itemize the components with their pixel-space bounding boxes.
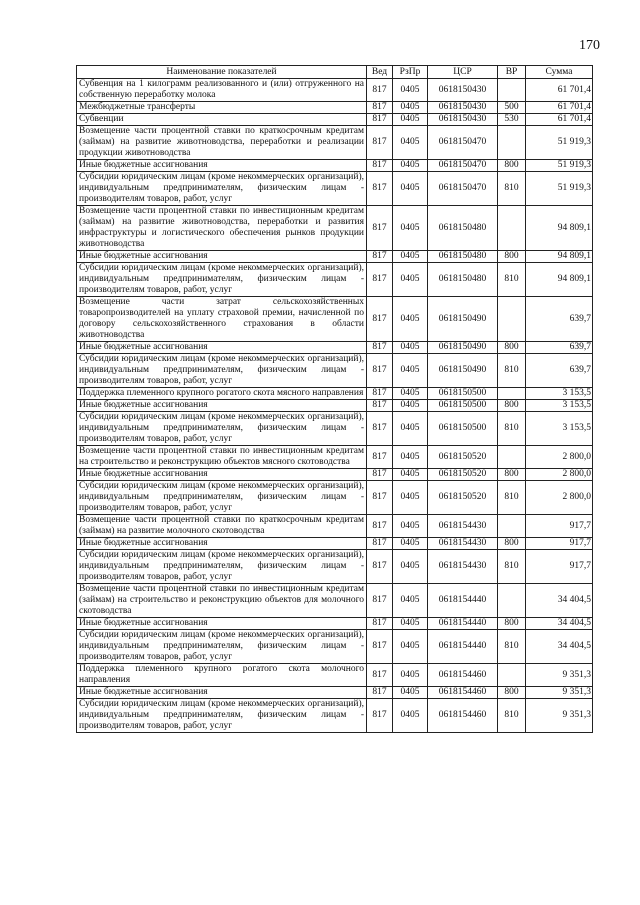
page-number: 170 bbox=[579, 38, 600, 53]
cell-vr bbox=[498, 446, 526, 469]
cell-csr: 0618154430 bbox=[428, 515, 498, 538]
cell-sum: 639,7 bbox=[526, 354, 593, 388]
cell-csr: 0618150430 bbox=[428, 102, 498, 114]
cell-rzpr: 0405 bbox=[393, 664, 428, 687]
cell-sum: 639,7 bbox=[526, 297, 593, 342]
header-vr: ВР bbox=[498, 66, 526, 79]
table-row bbox=[77, 126, 593, 160]
cell-csr: 0618150470 bbox=[428, 126, 498, 160]
table-row bbox=[77, 469, 593, 481]
cell-rzpr: 0405 bbox=[393, 400, 428, 412]
cell-vr: 800 bbox=[498, 160, 526, 172]
cell-rzpr: 0405 bbox=[393, 469, 428, 481]
table-row bbox=[77, 354, 593, 388]
cell-csr: 0618150500 bbox=[428, 412, 498, 446]
cell-vr bbox=[498, 79, 526, 102]
cell-sum: 51 919,3 bbox=[526, 172, 593, 206]
cell-rzpr: 0405 bbox=[393, 126, 428, 160]
cell-ved: 817 bbox=[367, 126, 393, 160]
cell-sum: 2 800,0 bbox=[526, 469, 593, 481]
cell-vr bbox=[498, 388, 526, 400]
header-rzpr: РзПр bbox=[393, 66, 428, 79]
cell-csr: 0618150500 bbox=[428, 388, 498, 400]
table-row bbox=[77, 699, 593, 733]
cell-ved: 817 bbox=[367, 584, 393, 618]
cell-vr: 810 bbox=[498, 550, 526, 584]
cell-sum: 51 919,3 bbox=[526, 126, 593, 160]
cell-ved: 817 bbox=[367, 79, 393, 102]
cell-sum: 94 809,1 bbox=[526, 206, 593, 251]
cell-ved: 817 bbox=[367, 412, 393, 446]
cell-sum: 917,7 bbox=[526, 550, 593, 584]
cell-name: Иные бюджетные ассигнования bbox=[77, 400, 367, 412]
cell-csr: 0618150520 bbox=[428, 446, 498, 469]
cell-name: Субсидии юридическим лицам (кроме некоммерческих организаций), индивидуальным предпринимателям, физическим лицам - производителям товаров, работ, услуг bbox=[77, 481, 367, 515]
cell-rzpr: 0405 bbox=[393, 550, 428, 584]
cell-ved: 817 bbox=[367, 538, 393, 550]
cell-name: Возмещение части процентной ставки по инвестиционным кредитам на строительство и реконструкцию объектов мясного скотоводства bbox=[77, 446, 367, 469]
cell-sum: 9 351,3 bbox=[526, 699, 593, 733]
cell-csr: 0618150480 bbox=[428, 263, 498, 297]
table-row bbox=[77, 342, 593, 354]
cell-name: Субвенции bbox=[77, 114, 367, 126]
header-ved: Вед bbox=[367, 66, 393, 79]
cell-vr: 800 bbox=[498, 342, 526, 354]
table-row bbox=[77, 102, 593, 114]
cell-name: Субсидии юридическим лицам (кроме некоммерческих организаций), индивидуальным предпринимателям, физическим лицам - производителям товаров, работ, услуг bbox=[77, 630, 367, 664]
table-row bbox=[77, 446, 593, 469]
table-row bbox=[77, 400, 593, 412]
cell-vr: 810 bbox=[498, 172, 526, 206]
cell-name: Межбюджетные трансферты bbox=[77, 102, 367, 114]
cell-vr bbox=[498, 126, 526, 160]
cell-rzpr: 0405 bbox=[393, 354, 428, 388]
cell-csr: 0618154460 bbox=[428, 699, 498, 733]
cell-sum: 639,7 bbox=[526, 342, 593, 354]
cell-name: Субсидии юридическим лицам (кроме некоммерческих организаций), индивидуальным предпринимателям, физическим лицам - производителям товаров, работ, услуг bbox=[77, 263, 367, 297]
cell-rzpr: 0405 bbox=[393, 263, 428, 297]
cell-sum: 2 800,0 bbox=[526, 481, 593, 515]
table-row bbox=[77, 79, 593, 102]
table-row bbox=[77, 412, 593, 446]
cell-csr: 0618150470 bbox=[428, 172, 498, 206]
cell-ved: 817 bbox=[367, 388, 393, 400]
table-row bbox=[77, 114, 593, 126]
header-sum: Сумма bbox=[526, 66, 593, 79]
table-row bbox=[77, 584, 593, 618]
table-row bbox=[77, 251, 593, 263]
table-row bbox=[77, 687, 593, 699]
cell-name: Возмещение части процентной ставки по краткосрочным кредитам (займам) на развитие молочного скотоводства bbox=[77, 515, 367, 538]
cell-sum: 3 153,5 bbox=[526, 412, 593, 446]
cell-rzpr: 0405 bbox=[393, 481, 428, 515]
cell-rzpr: 0405 bbox=[393, 342, 428, 354]
cell-rzpr: 0405 bbox=[393, 388, 428, 400]
cell-name: Иные бюджетные ассигнования bbox=[77, 538, 367, 550]
cell-csr: 0618154460 bbox=[428, 664, 498, 687]
cell-ved: 817 bbox=[367, 664, 393, 687]
cell-name: Возмещение части процентной ставки по инвестиционным кредитам (займам) на развитие животноводства, переработки и развития инфраструктуры и логистического обеспечения рынков продукции животноводства bbox=[77, 206, 367, 251]
table-row bbox=[77, 664, 593, 687]
cell-ved: 817 bbox=[367, 263, 393, 297]
cell-vr: 810 bbox=[498, 412, 526, 446]
cell-ved: 817 bbox=[367, 446, 393, 469]
cell-name: Субсидии юридическим лицам (кроме некоммерческих организаций), индивидуальным предпринимателям, физическим лицам - производителям товаров, работ, услуг bbox=[77, 172, 367, 206]
cell-vr: 810 bbox=[498, 699, 526, 733]
budget-table bbox=[76, 65, 593, 733]
cell-vr: 810 bbox=[498, 354, 526, 388]
cell-sum: 34 404,5 bbox=[526, 630, 593, 664]
cell-ved: 817 bbox=[367, 206, 393, 251]
cell-sum: 61 701,4 bbox=[526, 114, 593, 126]
cell-sum: 94 809,1 bbox=[526, 251, 593, 263]
cell-sum: 51 919,3 bbox=[526, 160, 593, 172]
table-row bbox=[77, 263, 593, 297]
cell-ved: 817 bbox=[367, 515, 393, 538]
table-row bbox=[77, 481, 593, 515]
cell-vr: 500 bbox=[498, 102, 526, 114]
cell-name: Иные бюджетные ассигнования bbox=[77, 469, 367, 481]
cell-ved: 817 bbox=[367, 687, 393, 699]
cell-ved: 817 bbox=[367, 354, 393, 388]
cell-csr: 0618150490 bbox=[428, 342, 498, 354]
header-csr: ЦСР bbox=[428, 66, 498, 79]
cell-sum: 61 701,4 bbox=[526, 102, 593, 114]
cell-rzpr: 0405 bbox=[393, 412, 428, 446]
cell-rzpr: 0405 bbox=[393, 630, 428, 664]
table-row bbox=[77, 206, 593, 251]
cell-name: Иные бюджетные ассигнования bbox=[77, 687, 367, 699]
cell-sum: 917,7 bbox=[526, 515, 593, 538]
cell-rzpr: 0405 bbox=[393, 618, 428, 630]
cell-rzpr: 0405 bbox=[393, 102, 428, 114]
cell-csr: 0618150480 bbox=[428, 251, 498, 263]
cell-sum: 34 404,5 bbox=[526, 584, 593, 618]
cell-rzpr: 0405 bbox=[393, 699, 428, 733]
cell-csr: 0618154440 bbox=[428, 630, 498, 664]
cell-ved: 817 bbox=[367, 297, 393, 342]
cell-ved: 817 bbox=[367, 172, 393, 206]
cell-vr: 800 bbox=[498, 687, 526, 699]
cell-vr: 800 bbox=[498, 469, 526, 481]
cell-sum: 94 809,1 bbox=[526, 263, 593, 297]
cell-rzpr: 0405 bbox=[393, 538, 428, 550]
cell-ved: 817 bbox=[367, 400, 393, 412]
cell-ved: 817 bbox=[367, 251, 393, 263]
cell-ved: 817 bbox=[367, 630, 393, 664]
header-name: Наименование показателей bbox=[77, 66, 367, 79]
cell-csr: 0618150490 bbox=[428, 354, 498, 388]
cell-rzpr: 0405 bbox=[393, 515, 428, 538]
table-row bbox=[77, 538, 593, 550]
cell-ved: 817 bbox=[367, 469, 393, 481]
cell-vr bbox=[498, 515, 526, 538]
cell-sum: 2 800,0 bbox=[526, 446, 593, 469]
cell-vr bbox=[498, 664, 526, 687]
cell-ved: 817 bbox=[367, 160, 393, 172]
cell-name: Иные бюджетные ассигнования bbox=[77, 251, 367, 263]
cell-ved: 817 bbox=[367, 342, 393, 354]
cell-vr bbox=[498, 206, 526, 251]
cell-sum: 3 153,5 bbox=[526, 388, 593, 400]
table-body bbox=[77, 79, 593, 733]
table-row bbox=[77, 630, 593, 664]
cell-csr: 0618150490 bbox=[428, 297, 498, 342]
cell-sum: 9 351,3 bbox=[526, 687, 593, 699]
cell-vr: 810 bbox=[498, 630, 526, 664]
table-row bbox=[77, 172, 593, 206]
table-header bbox=[77, 66, 593, 79]
cell-rzpr: 0405 bbox=[393, 297, 428, 342]
cell-csr: 0618154460 bbox=[428, 687, 498, 699]
cell-rzpr: 0405 bbox=[393, 206, 428, 251]
cell-name: Иные бюджетные ассигнования bbox=[77, 618, 367, 630]
table-row bbox=[77, 618, 593, 630]
cell-sum: 61 701,4 bbox=[526, 79, 593, 102]
cell-sum: 3 153,5 bbox=[526, 400, 593, 412]
cell-ved: 817 bbox=[367, 550, 393, 584]
cell-vr: 800 bbox=[498, 538, 526, 550]
cell-name: Иные бюджетные ассигнования bbox=[77, 342, 367, 354]
cell-name: Возмещение части процентной ставки по инвестиционным кредитам (займам) на строительство и реконструкцию объектов для молочного скотоводства bbox=[77, 584, 367, 618]
cell-rzpr: 0405 bbox=[393, 446, 428, 469]
cell-name: Субвенция на 1 килограмм реализованного и (или) отгруженного на собственную переработку молока bbox=[77, 79, 367, 102]
cell-name: Субсидии юридическим лицам (кроме некоммерческих организаций), индивидуальным предпринимателям, физическим лицам - производителям товаров, работ, услуг bbox=[77, 412, 367, 446]
cell-sum: 9 351,3 bbox=[526, 664, 593, 687]
cell-csr: 0618150430 bbox=[428, 79, 498, 102]
cell-csr: 0618150500 bbox=[428, 400, 498, 412]
cell-vr: 810 bbox=[498, 481, 526, 515]
cell-sum: 917,7 bbox=[526, 538, 593, 550]
cell-rzpr: 0405 bbox=[393, 114, 428, 126]
cell-name: Поддержка племенного крупного рогатого скота молочного направления bbox=[77, 664, 367, 687]
table-row bbox=[77, 550, 593, 584]
cell-ved: 817 bbox=[367, 481, 393, 515]
cell-csr: 0618150480 bbox=[428, 206, 498, 251]
cell-csr: 0618154440 bbox=[428, 584, 498, 618]
cell-csr: 0618150520 bbox=[428, 469, 498, 481]
cell-csr: 0618150430 bbox=[428, 114, 498, 126]
cell-ved: 817 bbox=[367, 618, 393, 630]
cell-name: Субсидии юридическим лицам (кроме некоммерческих организаций), индивидуальным предпринимателям, физическим лицам - производителям товаров, работ, услуг bbox=[77, 354, 367, 388]
cell-csr: 0618154430 bbox=[428, 538, 498, 550]
cell-vr bbox=[498, 584, 526, 618]
cell-name: Субсидии юридическим лицам (кроме некоммерческих организаций), индивидуальным предпринимателям, физическим лицам - производителям товаров, работ, услуг bbox=[77, 550, 367, 584]
cell-name: Возмещение части затрат сельскохозяйственных товаропроизводителей на уплату страховой премии, начисленной по договору сельскохозяйственного страхования в области животноводства bbox=[77, 297, 367, 342]
cell-ved: 817 bbox=[367, 699, 393, 733]
table-row bbox=[77, 297, 593, 342]
cell-rzpr: 0405 bbox=[393, 79, 428, 102]
cell-csr: 0618150520 bbox=[428, 481, 498, 515]
cell-name: Субсидии юридическим лицам (кроме некоммерческих организаций), индивидуальным предпринимателям, физическим лицам - производителям товаров, работ, услуг bbox=[77, 699, 367, 733]
header-row bbox=[77, 66, 593, 79]
cell-vr: 530 bbox=[498, 114, 526, 126]
cell-vr: 800 bbox=[498, 618, 526, 630]
table-row bbox=[77, 515, 593, 538]
cell-ved: 817 bbox=[367, 102, 393, 114]
cell-rzpr: 0405 bbox=[393, 251, 428, 263]
cell-rzpr: 0405 bbox=[393, 584, 428, 618]
cell-csr: 0618150470 bbox=[428, 160, 498, 172]
cell-rzpr: 0405 bbox=[393, 172, 428, 206]
cell-csr: 0618154440 bbox=[428, 618, 498, 630]
cell-ved: 817 bbox=[367, 114, 393, 126]
cell-name: Поддержка племенного крупного рогатого скота мясного направления bbox=[77, 388, 367, 400]
table-row bbox=[77, 388, 593, 400]
cell-name: Возмещение части процентной ставки по краткосрочным кредитам (займам) на развитие животноводства, переработки и реализации продукции животноводства bbox=[77, 126, 367, 160]
cell-vr bbox=[498, 297, 526, 342]
table-row bbox=[77, 160, 593, 172]
cell-vr: 800 bbox=[498, 400, 526, 412]
cell-name: Иные бюджетные ассигнования bbox=[77, 160, 367, 172]
cell-sum: 34 404,5 bbox=[526, 618, 593, 630]
cell-rzpr: 0405 bbox=[393, 687, 428, 699]
cell-rzpr: 0405 bbox=[393, 160, 428, 172]
cell-csr: 0618154430 bbox=[428, 550, 498, 584]
cell-vr: 800 bbox=[498, 251, 526, 263]
cell-vr: 810 bbox=[498, 263, 526, 297]
